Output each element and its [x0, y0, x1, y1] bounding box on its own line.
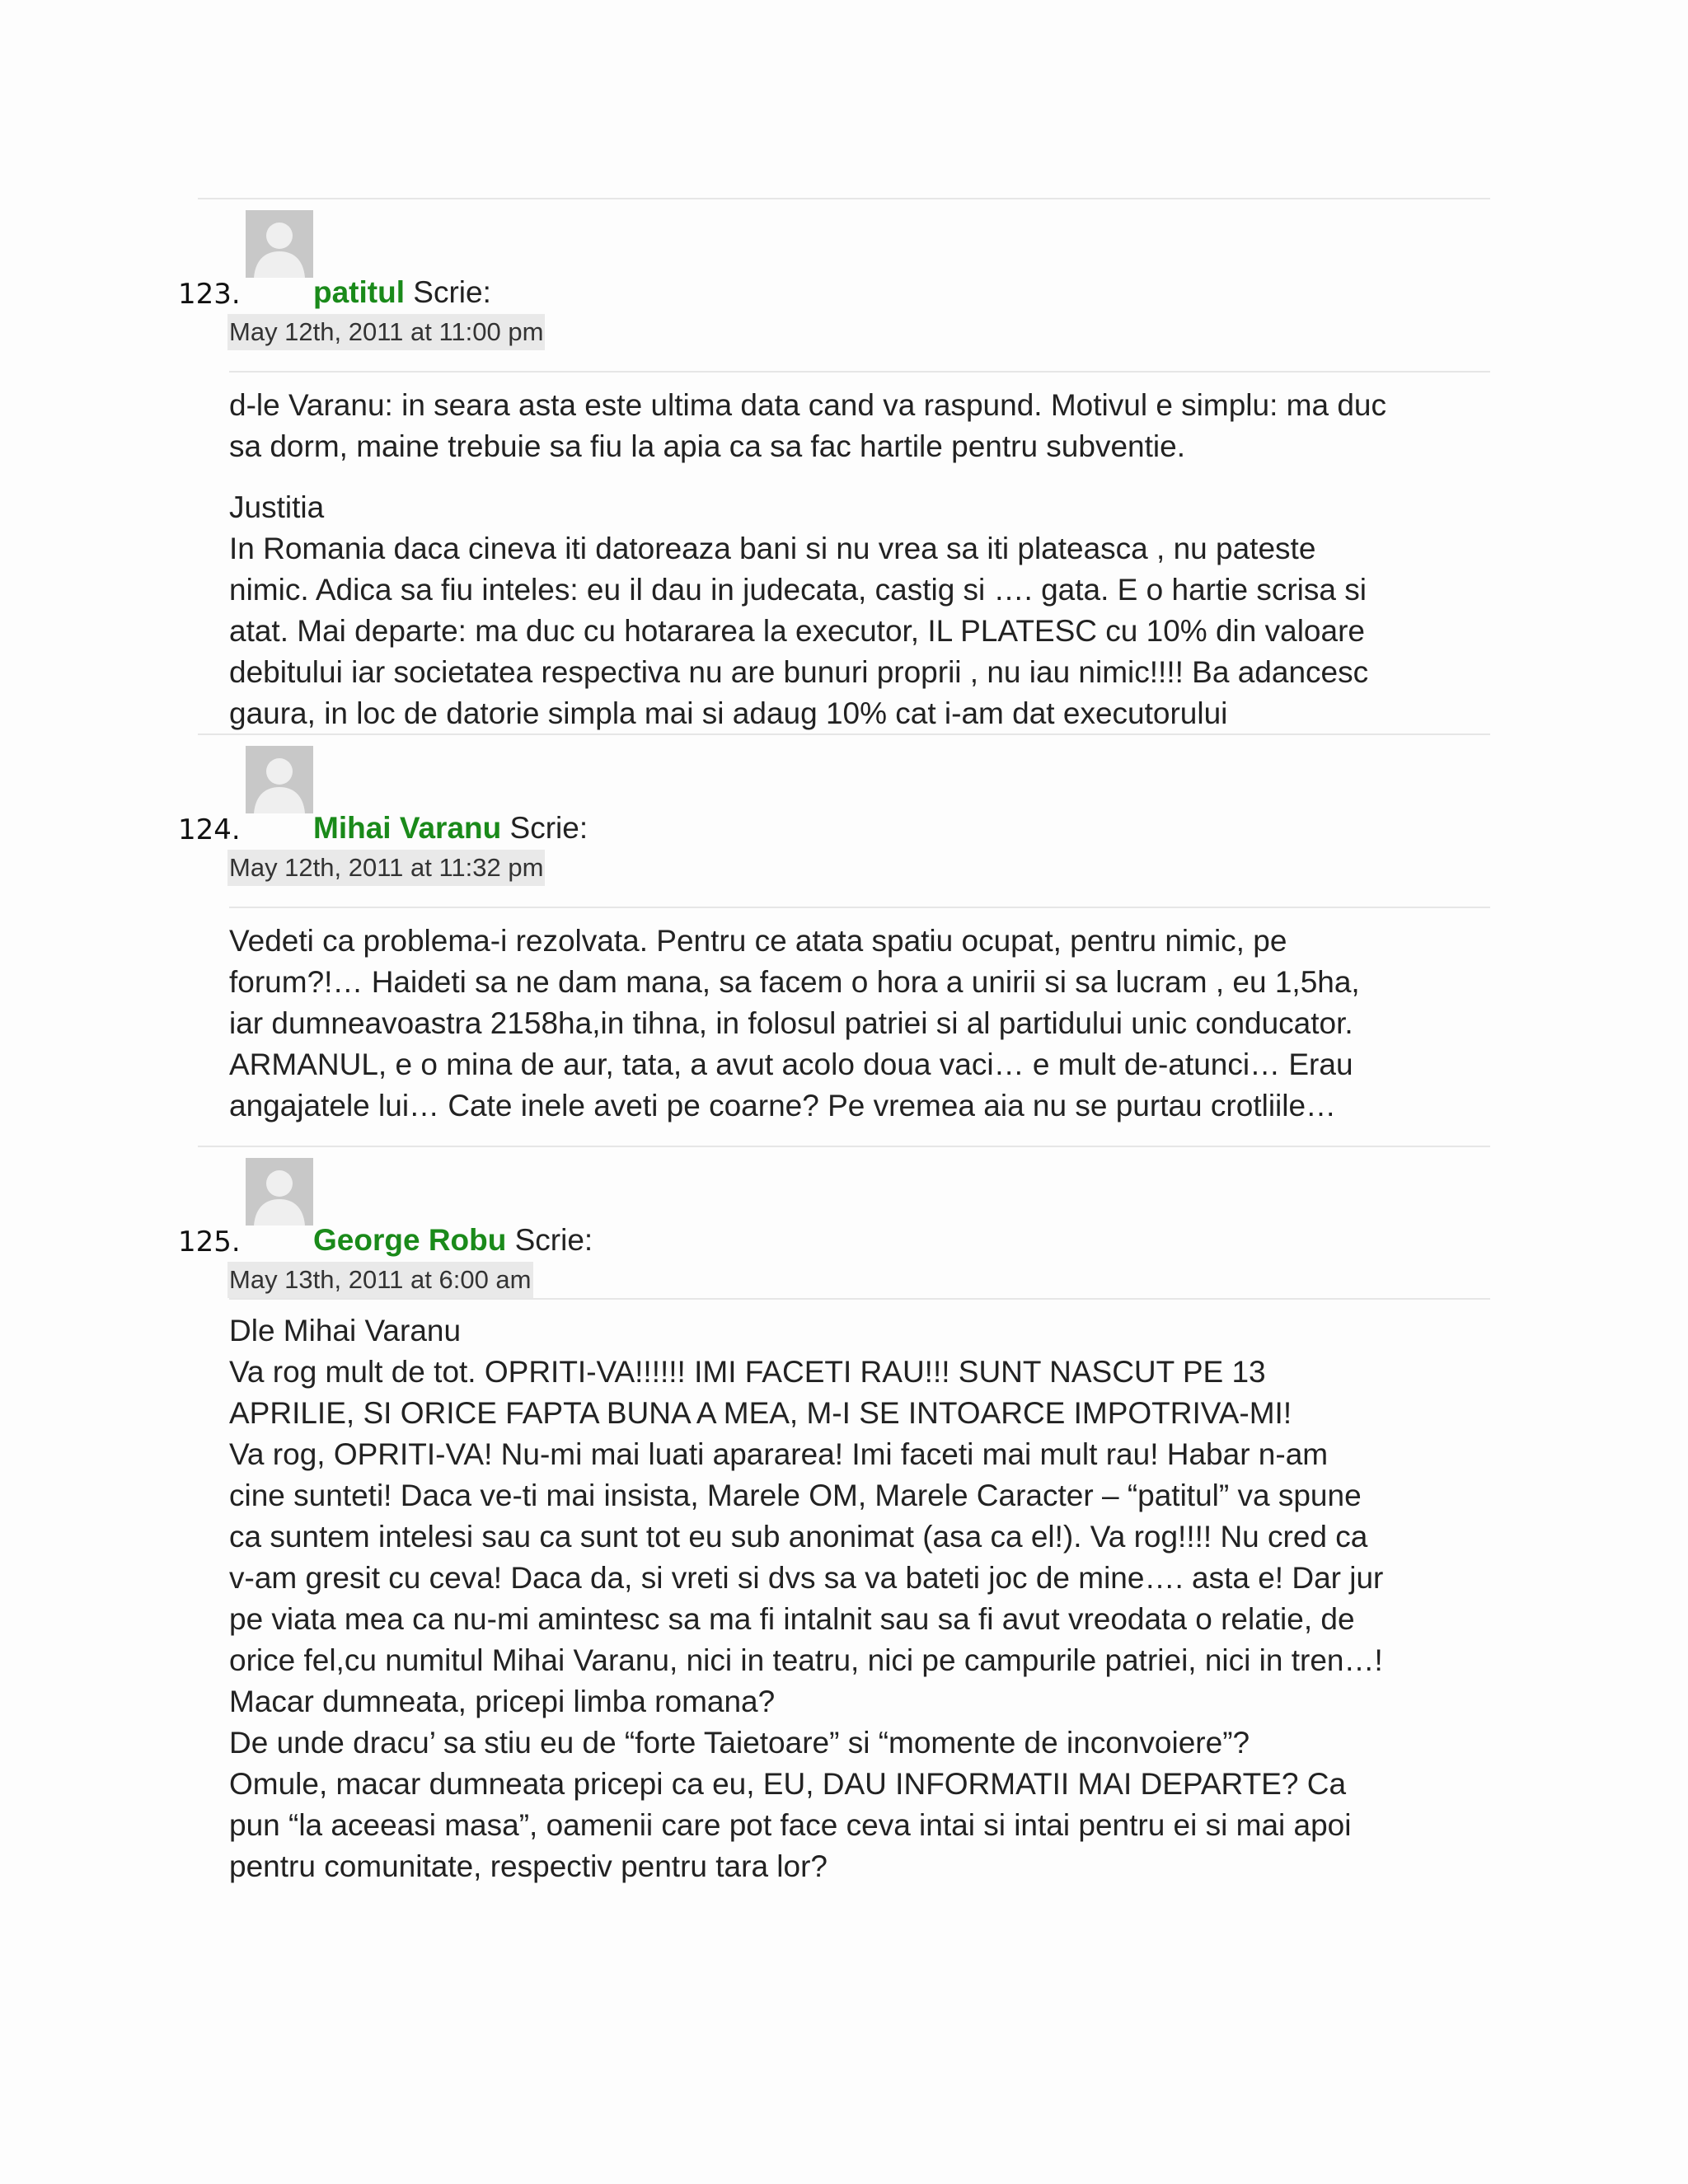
text-line: v-am gresit cu ceva! Daca da, si vreti si dvs sa va bateti joc de mine…. asta e! Dar jur: [229, 1561, 1384, 1595]
author-verb: Scrie:: [413, 275, 491, 309]
text-line: pentru comunitate, respectiv pentru tara lor?: [229, 1849, 828, 1883]
author-link[interactable]: patitul: [313, 275, 405, 309]
comment-date-link[interactable]: May 13th, 2011 at 6:00 am: [227, 1262, 533, 1298]
text-line: ca suntem intelesi sau ca sunt tot eu sub anonimat (asa ca el!). Va rog!!!! Nu cred ca: [229, 1520, 1368, 1554]
text-line: cine sunteti! Daca ve-ti mai insista, Marele OM, Marele Caracter – “patitul” va spune: [229, 1479, 1362, 1512]
text-line: Dle Mihai Varanu: [229, 1314, 462, 1347]
avatar: [246, 210, 313, 278]
comment-paragraph: [229, 1310, 1498, 1887]
comment-paragraph: [229, 921, 1498, 1127]
text-line: De unde dracu’ sa stiu eu de “forte Taietoare” si “momente de inconvoiere”?: [229, 1726, 1250, 1760]
text-line: gaura, in loc de datorie simpla mai si adaug 10% cat i-am dat executorului: [229, 696, 1228, 730]
default-avatar-icon: [246, 1158, 313, 1226]
comment-body: [229, 385, 1498, 734]
text-line: iar dumneavoastra 2158ha,in tihna, in folosul patriei si al partidului unic conducator.: [229, 1006, 1353, 1040]
author-verb: Scrie:: [514, 1223, 593, 1257]
text-line: Macar dumneata, pricepi limba romana?: [229, 1685, 776, 1718]
text-line: Va rog mult de tot. OPRITI-VA!!!!!! IMI FACETI RAU!!! SUNT NASCUT PE 13: [229, 1355, 1266, 1389]
separator: [198, 198, 1490, 199]
author-link[interactable]: Mihai Varanu: [313, 811, 502, 845]
author-link[interactable]: George Robu: [313, 1223, 507, 1257]
comment-date-link[interactable]: May 12th, 2011 at 11:00 pm: [227, 314, 545, 350]
text-line: d-le Varanu: in seara asta este ultima data cand va raspund. Motivul e simplu: ma duc: [229, 388, 1386, 422]
text-line: sa dorm, maine trebuie sa fiu la apia ca sa fac hartile pentru subventie.: [229, 429, 1185, 463]
default-avatar-icon: [246, 210, 313, 278]
author-verb: Scrie:: [509, 811, 588, 845]
text-line: APRILIE, SI ORICE FAPTA BUNA A MEA, M-I SE INTOARCE IMPOTRIVA-MI!: [229, 1396, 1292, 1430]
comment-number: 123.: [178, 278, 241, 311]
comment-paragraph: [229, 385, 1498, 467]
comment-number: 125.: [178, 1226, 241, 1258]
separator: [198, 1146, 1490, 1147]
comment-author: [313, 810, 588, 846]
text-line: orice fel,cu numitul Mihai Varanu, nici in teatru, nici pe campurile patriei, nici in tren…!: [229, 1643, 1383, 1677]
text-line: pe viata mea ca nu-mi amintesc sa ma fi intalnit sau sa fi avut vreodata o relatie, de: [229, 1602, 1355, 1636]
text-line: debitului iar societatea respectiva nu are bunuri proprii , nu iau nimic!!!! Ba adancesc: [229, 655, 1369, 689]
text-line: atat. Mai departe: ma duc cu hotararea la executor, IL PLATESC cu 10% din valoare: [229, 614, 1365, 648]
text-line: angajatele lui… Cate inele aveti pe coarne? Pe vremea aia nu se purtau crotliile…: [229, 1089, 1337, 1122]
avatar: [246, 1158, 313, 1226]
comment-body: [229, 921, 1498, 1127]
comment-body: [229, 1310, 1498, 1887]
comment-paragraph: [229, 487, 1498, 734]
separator: [198, 733, 1490, 735]
text-line: nimic. Adica sa fiu inteles: eu il dau in judecata, castig si …. gata. E o hartie scrisa si: [229, 573, 1367, 607]
separator: [229, 907, 1490, 908]
comment-number: 124.: [178, 813, 241, 846]
comment-author: [313, 274, 491, 311]
text-line: ARMANUL, e o mina de aur, tata, a avut acolo doua vaci… e mult de-atunci… Erau: [229, 1047, 1353, 1081]
text-line: In Romania daca cineva iti datoreaza bani si nu vrea sa iti plateasca , nu pateste: [229, 532, 1316, 565]
text-line: Va rog, OPRITI-VA! Nu-mi mai luati apararea! Imi faceti mai mult rau! Habar n-am: [229, 1437, 1329, 1471]
avatar: [246, 746, 313, 813]
text-line: Vedeti ca problema-i rezolvata. Pentru ce atata spatiu ocupat, pentru nimic, pe: [229, 924, 1287, 958]
default-avatar-icon: [246, 746, 313, 813]
comment-date-link[interactable]: May 12th, 2011 at 11:32 pm: [227, 850, 545, 886]
text-line: Justitia: [229, 490, 325, 524]
separator: [229, 1298, 1490, 1300]
text-line: pun “la aceeasi masa”, oamenii care pot face ceva intai si intai pentru ei si mai apoi: [229, 1808, 1352, 1842]
comment-author: [313, 1222, 593, 1258]
text-line: forum?!… Haideti sa ne dam mana, sa facem o hora a unirii si sa lucram , eu 1,5ha,: [229, 965, 1360, 999]
text-line: Omule, macar dumneata pricepi ca eu, EU, DAU INFORMATII MAI DEPARTE? Ca: [229, 1767, 1347, 1801]
separator: [229, 371, 1490, 373]
